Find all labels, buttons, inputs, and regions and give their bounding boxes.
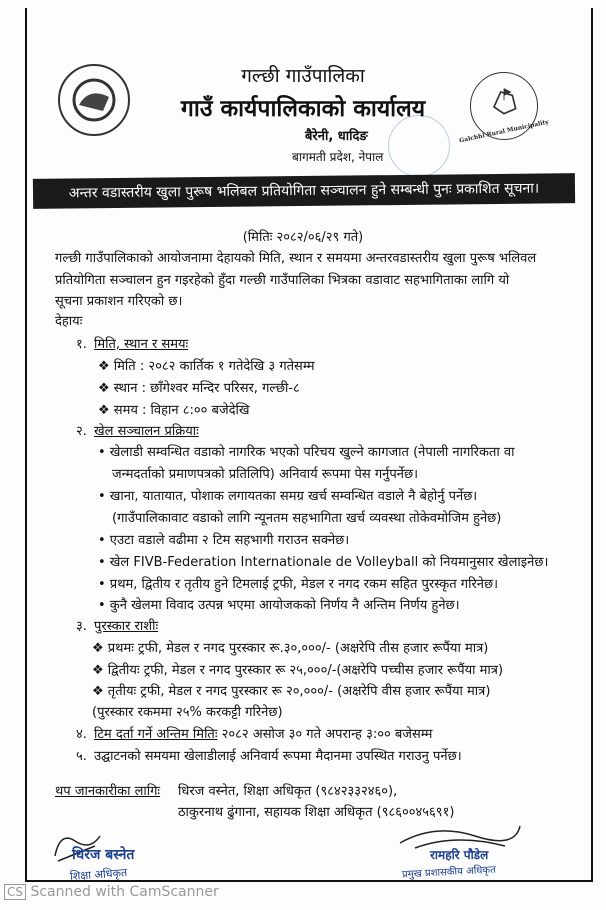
section-title: खेल सञ्चालन प्रक्रियाः bbox=[94, 424, 199, 439]
camscanner-text: Scanned with CamScanner bbox=[30, 884, 219, 900]
rule-line: • प्रथम, द्वितीय र तृतीय हुने टिमलाई ट्रफी, मेडल र नगद रकम सहित पुरस्कृत गरिनेछ। bbox=[98, 577, 499, 592]
rule-line: • खेल FIVB-Federation Internationale de Volleyball को नियमानुसार खेलाइनेछ। bbox=[98, 555, 549, 570]
rule-line: • खेलाडी सम्वन्धित वडाको नागरिक भएको परिचय खुल्ने कागजात (नेपाली नागरिकता वा bbox=[98, 445, 515, 460]
rule-line: (गाउँपालिकावाट वडाको लागि न्यूनतम सहभागिता खर्च व्यवस्था तोकेवमोजिम हुनेछ) bbox=[112, 511, 502, 526]
rule-line: • कुनै खेलमा विवाद उत्पन्न भएमा आयोजकको निर्णय नै अन्तिम निर्णय हुनेछ। bbox=[98, 598, 460, 613]
section-number: ५. bbox=[76, 749, 87, 764]
prize-item: ❖ द्वितीयः ट्रफी, मेडल र नगद पुरस्कार रू २५,०००/-(अक्षरेपि पच्चीस हजार रूपैंया मात्र) bbox=[92, 663, 504, 678]
schedule-item: ❖ समय : विहान ८:०० बजेदेखि bbox=[98, 403, 250, 418]
section-number: ३. bbox=[76, 619, 87, 634]
right-signatory-title: प्रमुख प्रशासकीय अधिकृत bbox=[401, 864, 497, 881]
notice-date: (मितिः २०८२/०६/२९ गते) bbox=[242, 230, 364, 245]
dehay-label: देहायः bbox=[55, 314, 83, 329]
section-title: मिति, स्थान र समयः bbox=[94, 337, 189, 352]
rule-line: जन्मदर्ताको प्रमाणपत्रको प्रतिलिपि) अनिवार्य रूपमा पेस गर्नुपर्नेछ। bbox=[112, 467, 419, 482]
schedule-item: ❖ स्थान : छाँगेश्वर मन्दिर परिसर, गल्छी-८ bbox=[98, 381, 300, 396]
office-location: बैरेनी, धादिङ bbox=[305, 129, 368, 144]
municipality-name: गल्छी गाउँपालिका bbox=[241, 65, 365, 87]
notice-title-banner: अन्तर वडास्तरीय खुला पुरूष भलिबल प्रतियोगिता सञ्चालन हुने सम्बन्धी पुनः प्रकाशित सूचना। bbox=[33, 173, 575, 209]
intro-line: गल्छी गाउँपालिकाको आयोजनामा देहायको मिति, स्थान र समयमा अन्तरवडास्तरीय खुला पुरूष भलिवल bbox=[55, 251, 537, 266]
contact-line: ठाकुरनाथ ढुंगाना, सहायक शिक्षा अधिकृत (९८६००४५६९१) bbox=[178, 805, 455, 820]
left-signatory-title: शिक्षा अधिकृत bbox=[69, 866, 128, 883]
intro-line: सूचना प्रकाशन गरिएको छ। bbox=[55, 294, 183, 309]
schedule-item: ❖ मिति : २०८२ कार्तिक १ गतेदेखि ३ गतेसम्म bbox=[98, 359, 315, 374]
camscanner-badge: CS bbox=[4, 884, 26, 900]
registration-deadline bbox=[94, 726, 432, 744]
section-title: पुरस्कार राशीः bbox=[94, 619, 159, 634]
prize-item: ❖ प्रथमः ट्रफी, मेडल र नगद पुरस्कार रू.३०,०००/- (अक्षरेपि तीस हजार रूपैंया मात्र) bbox=[92, 641, 489, 656]
contact-label: थप जानकारीका लागिः bbox=[55, 784, 161, 799]
intro-line: प्रतियोगिता सञ्चालन हुन गइरहेको हुँदा गल्छी गाउँपालिका भित्रका वडावाट सहभागिताका लागि यो bbox=[55, 273, 510, 288]
rule-line: • एउटा वडाले वढीमा २ टिम सहभागी गराउन सक्नेछ। bbox=[98, 533, 350, 548]
right-signatory-name: रामहरि पौडेल bbox=[430, 848, 489, 862]
rule-line: • खाना, यातायात, पोशाक लगायतका समग्र खर्च सम्वन्धित वडाले नै बेहोर्नु पर्नेछ। bbox=[98, 489, 478, 504]
prize-item: ❖ तृतीयः ट्रफी, मेडल र नगद पुरस्कार रू २०,०००/- (अक्षरेपि वीस हजार रूपैंया मात्र) bbox=[92, 684, 491, 699]
prize-note: (पुरस्कार रकममा २५% करकट्टी गरिनेछ) bbox=[92, 705, 283, 720]
section-title: टिम दर्ता गर्ने अन्तिम मितिः bbox=[94, 727, 218, 742]
opening-instruction: उद्घाटनको समयमा खेलाडीलाई अनिवार्य रूपमा मैदानमा उपस्थित गराउनु पर्नेछ। bbox=[94, 749, 462, 764]
municipality-logo-text: Galchhi Rural Municipality bbox=[458, 118, 550, 145]
section-number: १. bbox=[76, 337, 87, 352]
section-number: २. bbox=[76, 424, 87, 439]
office-name: गाउँ कार्यपालिकाको कार्यालय bbox=[180, 96, 426, 122]
office-stamp bbox=[388, 115, 450, 177]
contact-line: धिरज वस्नेत, शिक्षा अधिकृत (९८४२३३२४६०), bbox=[178, 784, 398, 799]
section-number: ४. bbox=[76, 727, 87, 742]
camscanner-watermark bbox=[4, 884, 219, 900]
deadline-value: २०८२ असोज ३० गते अपरान्ह ३:०० बजेसम्म bbox=[221, 727, 433, 742]
left-signatory-name: धिरज बस्नेत bbox=[72, 847, 135, 863]
office-province: बागमती प्रदेश, नेपाल bbox=[292, 150, 384, 164]
